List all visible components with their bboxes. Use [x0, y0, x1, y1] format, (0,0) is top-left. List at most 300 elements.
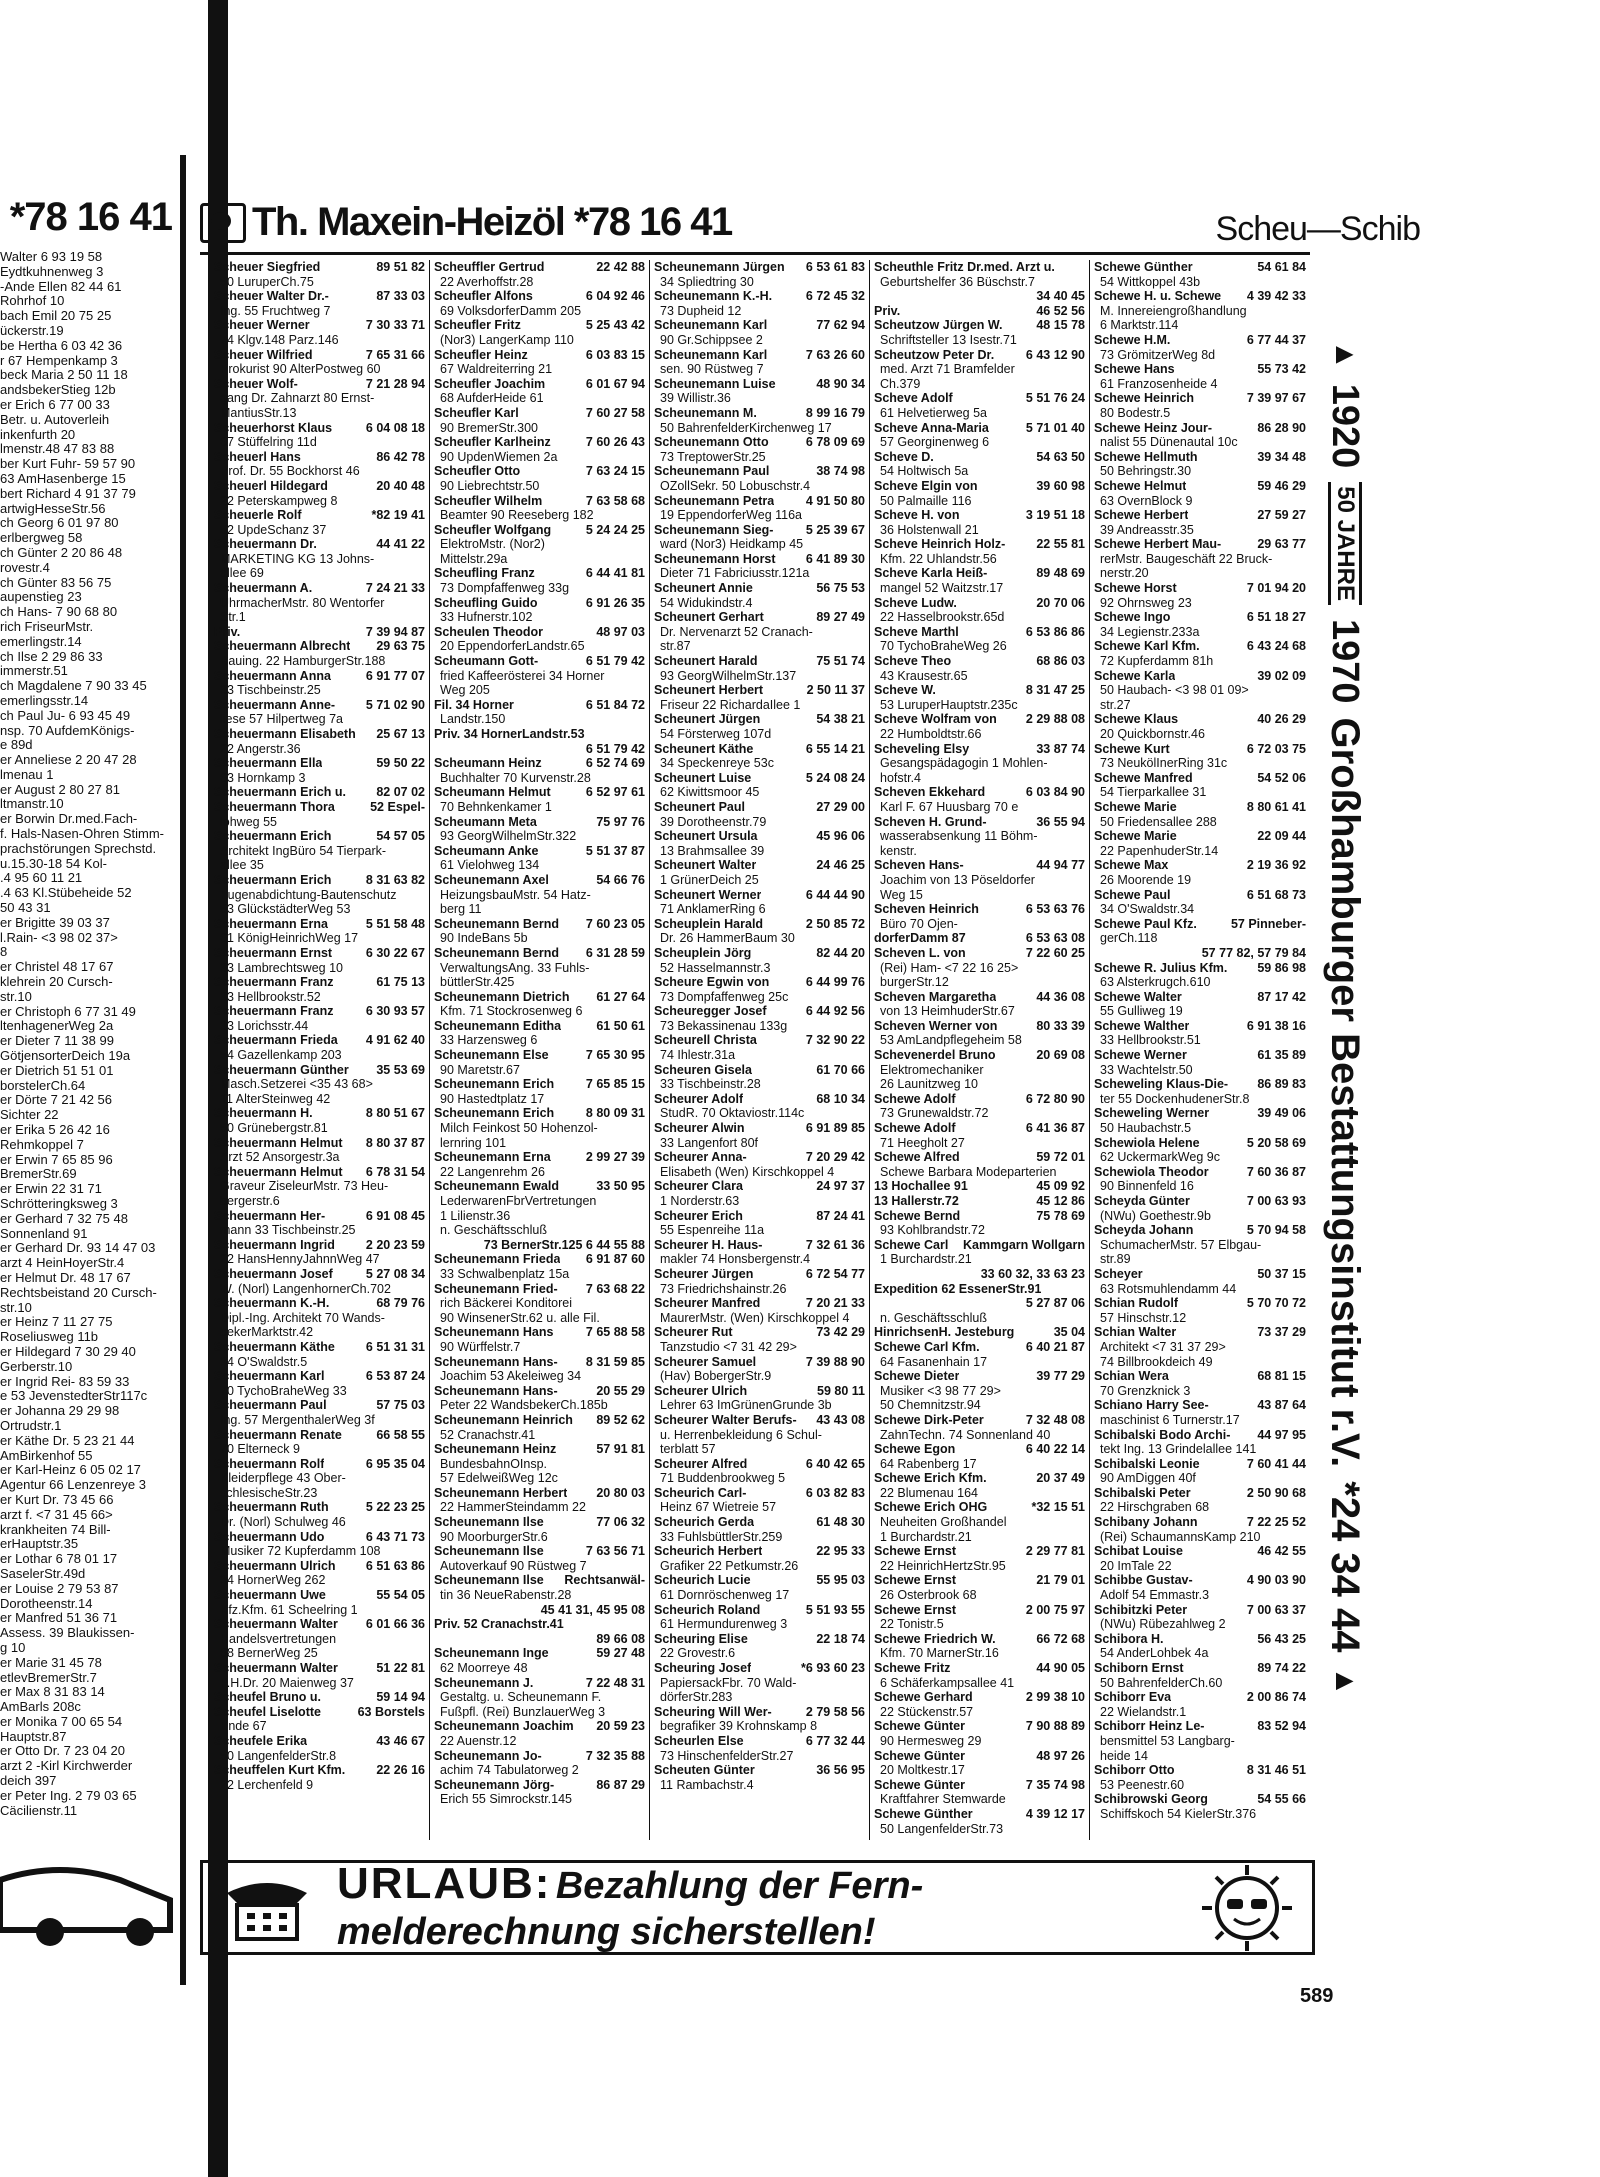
entry-phone: 7 22 25 52: [1246, 1515, 1306, 1530]
entry-detail: 61 Vielohweg 134: [440, 858, 540, 873]
entry-detail: Weg 15: [880, 887, 923, 902]
entry-name: dorferDamm 87: [874, 931, 966, 946]
entry-phone: 6 40 42 65: [805, 1456, 865, 1471]
entry-phone: 44 90 05: [1036, 1661, 1085, 1675]
entry-name: Scheunert Walter: [654, 858, 757, 873]
entry-detail: 1 Burchardstr.21: [880, 1529, 972, 1544]
entry-name: Scheuermann Helmut: [214, 1164, 343, 1179]
directory-entry: [434, 260, 645, 275]
entry-phone: 5 51 76 24: [1025, 391, 1085, 406]
entry-phone: 7 60 36 87: [1246, 1164, 1306, 1179]
entry-phone: 77 62 94: [816, 318, 865, 333]
prev-page-line: Gerberstr.10: [0, 1358, 73, 1374]
prev-page-line: Rohrhof 10: [0, 293, 65, 309]
entry-name: Scheunert Paul: [654, 799, 745, 814]
entry-detail: 90 Hastedtplatz 17: [440, 1091, 545, 1106]
entry-name: Scheuermann Uwe: [214, 1588, 326, 1603]
entry-name: Schewe Walther: [1094, 1018, 1190, 1033]
entry-phone: 6 03 83 15: [585, 347, 645, 362]
entry-phone: 5 70 70 72: [1246, 1296, 1306, 1311]
entry-phone: 50 37 15: [1257, 1266, 1306, 1281]
directory-entry: [214, 1209, 425, 1224]
entry-phone: 57 77 82, 57 79 84: [1201, 945, 1306, 960]
directory-entry: [654, 1355, 865, 1370]
directory-entry: [214, 756, 425, 771]
directory-entry: [1094, 771, 1306, 786]
directory-entry: [434, 1077, 645, 1092]
directory-entry: [434, 756, 645, 771]
directory-entry: [654, 1238, 865, 1253]
entry-phone: 4 39 42 33: [1246, 289, 1306, 304]
directory-entry: [434, 1749, 645, 1764]
entry-phone: 34 40 45: [1036, 289, 1085, 304]
prev-page-line: prachstörungen Sprechstd.: [0, 840, 157, 856]
entry-phone: 6 72 03 75: [1246, 741, 1306, 756]
prev-page-line: ch Paul Ju- 6 93 45 49: [0, 707, 131, 723]
entry-detail: Ing. 55 Fruchtweg 7: [220, 303, 331, 318]
entry-phone: 25 67 13: [376, 727, 425, 741]
directory-entry: [1094, 1573, 1306, 1588]
entry-detail: str.89: [1100, 1252, 1131, 1267]
entry-detail: 6 Schäferkampsallee 41: [880, 1675, 1015, 1690]
entry-name: Schewe Manfred: [1094, 770, 1193, 785]
entry-phone: 33 50 95: [596, 1179, 645, 1194]
directory-entry: [874, 318, 1085, 333]
directory-entry: [434, 1413, 645, 1428]
entry-phone: 75 97 76: [596, 814, 645, 829]
sun-with-sunglasses-icon: [1192, 1863, 1302, 1953]
entry-name: Scheuermann H.: [214, 1106, 313, 1121]
directory-entry: [1094, 1077, 1306, 1092]
entry-detail: Karl F. 67 Huusbarg 70 e: [880, 799, 1019, 814]
prev-page-line: ch Hans- 7 90 68 80: [0, 604, 118, 620]
prev-page-line: Sichter 22: [0, 1107, 59, 1123]
entry-phone: 6 44 41 81: [585, 566, 645, 581]
entry-name: Scheunert Herbert: [654, 683, 764, 698]
directory-entry: [1094, 1325, 1306, 1340]
entry-name: Scheunert Käthe: [654, 741, 754, 756]
entry-name: Scheunemann Paul: [654, 464, 770, 479]
prev-page-line: ückerstr.19: [0, 322, 64, 338]
entry-detail: 22 Hirschgraben 68: [1100, 1500, 1210, 1515]
directory-entry: [874, 1500, 1085, 1515]
entry-name: Schewe Ingo: [1094, 610, 1171, 625]
directory-entry: [214, 377, 425, 392]
entry-name: Schiano Harry See-: [1094, 1398, 1209, 1413]
directory-entry: [874, 1209, 1085, 1224]
directory-entry: [874, 1369, 1085, 1384]
entry-detail: 50 Palmaille 116: [880, 493, 972, 508]
entry-detail: 33 Hufnerstr.102: [440, 610, 533, 625]
entry-phone: 6 53 63 08: [1025, 931, 1085, 946]
entry-name: Schewe Günther: [1094, 260, 1193, 274]
entry-name: Scheuermann Ernst: [214, 945, 333, 960]
directory-entry: [874, 1121, 1085, 1136]
entry-phone: 20 70 06: [1036, 595, 1085, 610]
entry-phone: 38 74 98: [816, 464, 865, 479]
directory-entry: [214, 1617, 425, 1632]
prev-page-line: e 53 JevenstedterStr117c: [0, 1388, 148, 1404]
prev-page-line: er Dieter 7 11 38 99: [0, 1033, 114, 1049]
entry-phone: 6 91 87 60: [585, 1252, 645, 1267]
directory-entry: [1094, 961, 1306, 976]
entry-detail: burgerStr.12: [880, 975, 949, 990]
directory-entry: [214, 1369, 425, 1384]
entry-detail: 11 AlterSteinweg 42: [220, 1091, 331, 1106]
directory-entry: [654, 1004, 865, 1019]
prev-page-line: ch Magdalene 7 90 33 45: [0, 678, 147, 694]
entry-name: Scheyer: [1094, 1266, 1143, 1281]
entry-name: Schibany Johann: [1094, 1515, 1198, 1530]
entry-phone: 2 99 38 10: [1025, 1690, 1085, 1705]
directory-entry: [214, 479, 425, 494]
banner-line2: melderechnung sicherstellen!: [337, 1910, 876, 1953]
entry-detail: 73 Dupheid 12: [660, 303, 742, 318]
entry-phone: 8 31 46 51: [1246, 1763, 1306, 1778]
directory-entry: [1094, 712, 1306, 727]
entry-phone: 8 80 09 31: [585, 1106, 645, 1121]
prev-page-line: er Erwin 7 65 85 96: [0, 1151, 113, 1167]
entry-phone: 22 95 33: [816, 1544, 865, 1559]
directory-entry: [434, 1544, 645, 1559]
entry-detail: Büro 70 Ojen-: [880, 916, 958, 931]
entry-name: Scheufler Alfons: [434, 289, 533, 304]
entry-detail: 71 AnklamerRing 6: [660, 902, 766, 917]
directory-entry: [874, 1661, 1085, 1676]
entry-detail: 70 TychoBraheWeg 33: [220, 1383, 347, 1398]
entry-name: Schewe Walter: [1094, 989, 1182, 1004]
entry-name: Scheuermann Josef: [214, 1266, 333, 1281]
prev-page-line: er Erika 5 26 42 16: [0, 1122, 110, 1138]
entry-name: 13 Hochallee 91: [874, 1179, 968, 1194]
entry-name: Scheufler Karl: [434, 405, 519, 420]
entry-detail: 90 Binnenfeld 16: [1100, 1179, 1194, 1194]
directory-entry: [654, 1661, 865, 1676]
entry-detail: ward (Nor3) Heidkamp 45: [660, 537, 804, 552]
entry-detail: 34 HornerWeg 262: [220, 1573, 326, 1588]
directory-entry: [214, 1500, 425, 1515]
directory-entry: [874, 990, 1085, 1005]
directory-entry: [874, 1194, 1085, 1209]
prev-page-line: u.15.30-18 54 Kol-: [0, 855, 107, 871]
entry-name: Scheunemann Dietrich: [434, 989, 570, 1004]
entry-detail: Friseur 22 RichardaIlee 1: [660, 697, 801, 712]
entry-phone: 5 70 94 58: [1246, 1223, 1306, 1238]
directory-entry: [654, 1033, 865, 1048]
entry-detail: 73 TreptowerStr.25: [660, 449, 766, 464]
prev-page-line: er Lothar 6 78 01 17: [0, 1551, 118, 1567]
entry-name: Scheve D.: [874, 449, 934, 464]
directory-entry: [654, 858, 865, 873]
directory-entry: [214, 1136, 425, 1151]
entry-phone: 40 26 29: [1257, 712, 1306, 727]
entry-name: Scheyda Günter: [1094, 1194, 1190, 1208]
prev-page-line: er Kurt Dr. 73 45 66: [0, 1491, 114, 1507]
entry-name: Schewe Carl: [874, 1237, 949, 1252]
directory-entry: [874, 1150, 1085, 1165]
prev-page-line: beck Maria 2 50 11 18: [0, 367, 128, 383]
directory-entry: [1094, 946, 1306, 961]
entry-detail: Masch.Setzerei <35 43 68>: [220, 1077, 373, 1092]
directory-entry: [874, 1719, 1085, 1734]
entry-detail: Fugenabdichtung-Bautenschutz: [220, 887, 397, 902]
entry-name: Scheufler Otto: [434, 464, 521, 479]
directory-entry: [1094, 537, 1306, 552]
entry-phone: 2 29 88 08: [1025, 712, 1085, 727]
entry-detail: Buchhalter 70 Kurvenstr.28: [440, 770, 591, 785]
entry-phone: 5 27 08 34: [365, 1266, 425, 1281]
entry-phone: 5 24 08 24: [805, 770, 865, 785]
entry-name: Scheunert Werner: [654, 887, 762, 902]
entry-phone: 7 65 88 58: [585, 1325, 645, 1340]
entry-name: Scheve Adolf: [874, 391, 953, 406]
entry-name: Scheuermann Rolf: [214, 1456, 325, 1471]
entry-detail: 53 Peenestr.60: [1100, 1777, 1185, 1792]
directory-entry: [434, 1676, 645, 1691]
entry-name: Schewe Karl Kfm.: [1094, 639, 1200, 654]
entry-detail: 20 ImTale 22: [1100, 1558, 1172, 1573]
entry-detail: 22 HammerSteindamm 22: [440, 1500, 586, 1515]
directory-entry: [1094, 1428, 1306, 1443]
directory-entry: [214, 1238, 425, 1253]
directory-entry: [874, 479, 1085, 494]
directory-entry: [214, 669, 425, 684]
entry-name: Scheure Egwin von: [654, 975, 770, 990]
directory-entry: [654, 552, 865, 567]
directory-entry: [214, 1763, 425, 1778]
entry-name: Scheunemann Otto: [654, 435, 769, 450]
page-range-label: Scheu—Schib: [1215, 210, 1420, 248]
entry-phone: 45 12 86: [1036, 1194, 1085, 1208]
entry-phone: *6 93 60 23: [801, 1661, 865, 1675]
entry-phone: [1081, 260, 1085, 275]
entry-detail: 11 Rambachstr.4: [660, 1777, 754, 1792]
entry-detail: 90 UpdenWiemen 2a: [440, 449, 558, 464]
entry-phone: 59 50 22: [376, 756, 425, 771]
directory-entry: [1094, 479, 1306, 494]
entry-phone: 2 99 27 39: [585, 1150, 645, 1165]
entry-detail: liese 57 Hilpertweg 7a: [220, 712, 343, 727]
entry-phone: 7 63 68 22: [585, 1281, 645, 1296]
entry-detail: 52 UpdeSchanz 37: [220, 522, 327, 537]
entry-detail: Ende 67: [220, 1719, 267, 1734]
directory-entry: [1094, 888, 1306, 903]
entry-phone: 46 42 55: [1257, 1544, 1306, 1559]
directory-entry: [434, 1632, 645, 1647]
entry-detail: 26 Launitzweg 10: [880, 1077, 978, 1092]
entry-name: Schewe Heinrich: [1094, 391, 1195, 406]
entry-detail: begrafiker 39 Krohnskamp 8: [660, 1719, 818, 1734]
entry-phone: 80 33 39: [1036, 1018, 1085, 1033]
entry-name: Schian Walter: [1094, 1325, 1177, 1340]
entry-phone: 68 10 34: [816, 1091, 865, 1106]
prev-page-line: rovestr.4: [0, 559, 50, 575]
entry-phone: 7 22 60 25: [1025, 945, 1085, 960]
directory-entry: [434, 1442, 645, 1457]
entry-phone: 61 27 64: [596, 989, 645, 1004]
entry-name: Scheuermann Helmut: [214, 1135, 343, 1150]
entry-name: Schewiola Theodor: [1094, 1164, 1209, 1179]
directory-entry: [654, 1179, 865, 1194]
entry-name: Schewe Hans: [1094, 362, 1175, 377]
entry-name: Scheunemann K.-H.: [654, 289, 773, 304]
entry-phone: 54 66 76: [596, 872, 645, 887]
prev-page-car-illustration: [0, 1840, 180, 1950]
directory-entry: [874, 1179, 1085, 1194]
entry-detail: 22 Blumenau 164: [880, 1485, 978, 1500]
entry-detail: Milch Feinkost 50 Hohenzol-: [440, 1121, 598, 1136]
entry-phone: 6 01 66 36: [365, 1617, 425, 1632]
entry-name: Scheuermann Walter: [214, 1661, 338, 1675]
entry-name: Scheuermann Her-: [214, 1208, 326, 1223]
entry-name: Scheuermann Albrecht: [214, 639, 351, 654]
directory-entry: [1094, 362, 1306, 377]
entry-phone: 54 61 84: [1257, 260, 1306, 274]
entry-name: Scheuermann Renate: [214, 1427, 342, 1442]
entry-phone: 5 27 87 06: [1025, 1296, 1085, 1311]
entry-phone: Kammgarn Wollgarn: [962, 1237, 1085, 1252]
entry-name: Scheurich Gerda: [654, 1515, 755, 1530]
entry-name: Scheven Margaretha: [874, 989, 997, 1004]
directory-entry: [874, 931, 1085, 946]
directory-entry: [874, 1690, 1085, 1705]
entry-detail: 33 Schwalbenplatz 15a: [440, 1266, 570, 1281]
entry-name: Scheuermann Ingrid: [214, 1237, 335, 1252]
entry-phone: 61 75 13: [376, 975, 425, 990]
entry-detail: 36 Holstenwall 21: [880, 522, 979, 537]
entry-detail: fried Kaffeerösterei 34 Horner: [440, 668, 605, 683]
entry-name: Scheuermann Elisabeth: [214, 727, 356, 741]
directory-entry: [434, 1019, 645, 1034]
entry-name: Scheuermann Ulrich: [214, 1558, 336, 1573]
entry-phone: 6 01 67 94: [585, 376, 645, 391]
listing-column-3: [650, 260, 870, 1840]
entry-detail: Schriftsteller 13 Isestr.71: [880, 332, 1017, 347]
entry-detail: lohweg 55: [220, 814, 277, 829]
entry-phone: 4 91 50 80: [805, 493, 865, 508]
entry-name: Schewe Erich OHG: [874, 1500, 988, 1515]
side-ad-phone: *24 34 44: [1323, 1481, 1368, 1653]
directory-entry: [654, 1603, 865, 1618]
entry-name: Schiborr Heinz Le-: [1094, 1719, 1205, 1734]
entry-name: Scheuer Walter Dr.-: [214, 289, 329, 304]
entry-phone: 7 63 26 60: [805, 347, 865, 362]
directory-entry: [214, 800, 425, 815]
prev-page-line: 8: [0, 944, 8, 960]
directory-entry: [1094, 1515, 1306, 1530]
directory-entry: [874, 450, 1085, 465]
entry-phone: 43 43 08: [816, 1412, 865, 1427]
directory-entry: [654, 946, 865, 961]
entry-phone: 68 86 03: [1036, 654, 1085, 669]
directory-entry: [214, 537, 425, 552]
entry-phone: 7 21 28 94: [365, 376, 425, 391]
entry-phone: 36 56 95: [816, 1763, 865, 1778]
directory-entry: [654, 1457, 865, 1472]
entry-detail: bekerMarktstr.42: [220, 1325, 314, 1340]
directory-entry: [654, 1705, 865, 1720]
entry-detail: 1 Norderstr.63: [660, 1194, 740, 1208]
entry-phone: 6 52 74 69: [585, 756, 645, 771]
entry-name: Scheunemann Luise: [654, 376, 776, 391]
entry-detail: 6 Marktstr.114: [1100, 318, 1179, 333]
directory-entry: [1094, 1690, 1306, 1705]
entry-phone: 7 32 35 88: [585, 1748, 645, 1763]
entry-phone: 6 30 22 67: [365, 945, 425, 960]
entry-phone: [641, 1617, 645, 1632]
prev-page-line: er Ingrid Rei- 83 59 33: [0, 1373, 130, 1389]
directory-entry: [874, 1019, 1085, 1034]
entry-detail: 54 Widukindstr.4: [660, 595, 753, 610]
directory-entry: [1094, 1369, 1306, 1384]
entry-detail: 22 PapenhuderStr.14: [1100, 843, 1219, 858]
entry-name: Schewe R. Julius Kfm.: [1094, 960, 1228, 975]
entry-name: Scheweling Klaus-Die-: [1094, 1077, 1229, 1092]
entry-name: Scheunemann Erich: [434, 1077, 555, 1092]
entry-detail: 73 Bekassinenau 133g: [660, 1018, 788, 1033]
listing-column-1: [210, 260, 430, 1840]
entry-detail: makler 74 Honsbergenstr.4: [660, 1252, 811, 1267]
prev-page-column: [0, 250, 175, 2030]
entry-detail: Tanzstudio <7 31 42 29>: [660, 1339, 797, 1354]
directory-entry: [1094, 1194, 1306, 1209]
directory-entry: [214, 917, 425, 932]
entry-detail: dörferStr.283: [660, 1690, 733, 1705]
entry-detail: 22 Hasselbrookstr.65d: [880, 610, 1005, 625]
entry-detail: 52 Hasselmannstr.3: [660, 960, 771, 975]
entry-name: Scheutzow Peter Dr.: [874, 347, 995, 362]
entry-detail: (Nor3) LangerKamp 110: [440, 332, 574, 347]
directory-entry: [1094, 391, 1306, 406]
entry-phone: 29 63 75: [376, 639, 425, 654]
prev-page-line: Rechtsbeistand 20 Cursch-: [0, 1284, 157, 1300]
entry-name: Scheven Ekkehard: [874, 785, 986, 800]
entry-detail: 26 Moorende 19: [1100, 872, 1192, 887]
prev-page-line: bert Richard 4 91 37 79: [0, 485, 136, 501]
entry-name: Schibitzki Peter: [1094, 1602, 1188, 1617]
entry-detail: u. Herrenbekleidung 6 Schul-: [660, 1427, 822, 1442]
prev-page-line: r 67 Hempenkamp 3: [0, 352, 118, 368]
entry-detail: Kfm. 22 Uhlandstr.56: [880, 551, 997, 566]
prev-page-line: krankheiten 74 Bill-: [0, 1521, 111, 1537]
entry-detail: 22 Langenrehm 26: [440, 1164, 545, 1179]
entry-name: Scheuerhorst Klaus: [214, 420, 333, 435]
entry-phone: 6 31 28 59: [585, 945, 645, 960]
directory-entry: [874, 537, 1085, 552]
entry-name: Scheurich Carl-: [654, 1485, 747, 1500]
entry-detail: 33 Tischbeinstr.28: [660, 1077, 761, 1092]
directory-entry: [874, 902, 1085, 917]
entry-name: Schewe H. u. Schewe: [1094, 289, 1222, 304]
entry-name: Scheven Hans-: [874, 858, 964, 873]
directory-entry: [214, 1267, 425, 1282]
entry-phone: 6 55 14 21: [805, 741, 865, 756]
directory-entry: [434, 1486, 645, 1501]
entry-phone: 59 46 29: [1257, 478, 1306, 493]
entry-name: Scheuffelen Kurt Kfm.: [214, 1763, 346, 1778]
entry-detail: HeizungsbauMstr. 54 Hatz-: [440, 887, 591, 902]
entry-detail: hofstr.4: [880, 770, 921, 785]
prev-page-line: klehrein 20 Cursch-: [0, 974, 113, 990]
prev-page-line: Agentur 66 Lenzenreye 3: [0, 1477, 146, 1493]
entry-detail: 73 Friedrichshainstr.26: [660, 1281, 787, 1296]
directory-entry: [214, 1004, 425, 1019]
directory-entry: [654, 318, 865, 333]
entry-name: Scheunemann Sieg-: [654, 522, 774, 537]
entry-name: Scheufele Erika: [214, 1733, 308, 1748]
entry-name: Scheven H. Grund-: [874, 814, 987, 829]
entry-detail: Elektromechaniker: [880, 1062, 984, 1077]
